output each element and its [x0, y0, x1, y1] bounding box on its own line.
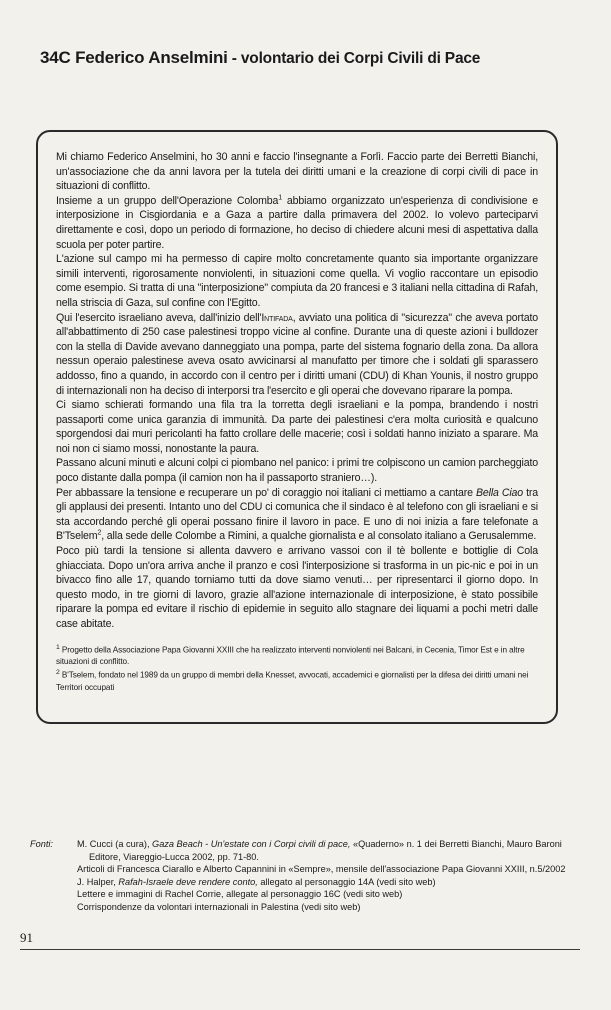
footnote-ref-1: 1: [278, 194, 282, 202]
source-1-details: Editore, Viareggio-Lucca 2002, pp. 71-80.: [89, 851, 259, 862]
source-item: Lettere e immagini di Rachel Corrie, allegate al personaggio 16C (vedi sito web): [77, 889, 403, 900]
bottom-rule: [20, 949, 580, 950]
source-1-title: Gaza Beach - Un'estate con i Corpi civili di pace,: [152, 839, 351, 849]
source-3-details: allegato al personaggio 14A (vedi sito web): [257, 876, 436, 887]
footnotes: [56, 642, 538, 693]
source-item: Articoli di Francesca Ciarallo e Alberto Capannini in «Sempre», mensile dell'associazione Papa Giovanni XXIII, n.5/2002: [77, 864, 566, 875]
paragraph-5: Ci siamo schierati formando una fila tra la torretta degli israeliani e la pompa, brandendo i nostri passaporti come unica garanzia di immunità. Da parte dei palestinesi c'era molta curiosità e qualcuno sporgendosi dai muri pericolanti ha fatto crollare delle macerie; così i soldati hanno iniziato a sparare. Ma noi non ci siamo mossi, nonostante la paura.: [56, 399, 538, 455]
testimony-box: [36, 130, 558, 724]
paragraph-8: Poco più tardi la tensione si allenta davvero e arrivano vassoi con il tè bollente e bottiglie di Cola ghiacciata. Dopo un'ora arriva anche il pranzo e così l'interposizione si trasforma in un pic-nic e poi in un bivacco fino alle 17, quando torniamo tutti da dove siamo venuti… per ripresentarci il giorno dopo. In questo modo, in tre giorni di lavoro, grazie all'azione internazionale di interposizione, è stato possibile riparare la pompa ed evitare il rischio di epidemie in seguito allo stagnare dei liquami a pochi metri dalle case abitate.: [56, 545, 538, 630]
paragraph-7-text-a: Per abbassare la tensione e recuperare un po' di coraggio noi italiani ci mettiamo a cantare: [56, 486, 476, 499]
intifada-term: Intifada: [261, 311, 293, 324]
source-item: [77, 838, 592, 863]
sources-label: Fonti:: [30, 839, 53, 849]
page-number: 91: [20, 930, 33, 945]
paragraph-4: [56, 311, 538, 399]
source-1-publisher: «Quaderno» n. 1 dei Berretti Bianchi, Mauro Baroni: [350, 839, 562, 849]
source-item: [77, 876, 592, 889]
paragraph-2-text-a: Insieme a un gruppo dell'Operazione Colomba: [56, 194, 279, 207]
paragraph-3: L'azione sul campo mi ha permesso di capire molto concretamente quanto sia importante organizzare simili interventi, rigorosamente nonviolenti, in situazioni come quella. Vi voglio raccontare un episodio come esempio. Si tratta di una "interposizione" compiuta da 20 francesi e 3 italiani nella cittadina di Rafah, nella striscia di Gaza, sul confine con l'Egitto.: [56, 253, 538, 309]
footnote-1: [56, 642, 538, 668]
sources-list: [77, 838, 592, 914]
footnote-2-number: 2: [56, 669, 60, 677]
paragraph-2-text-b: abbiamo organizzato un'esperienza di condivisione e interposizione in Cisgiordania e a Gaza a partire dalla primavera del 2002. Io volevo parteciparvi direttamente e così, dopo un periodo di formazione, ho deciso di chiedere alcuni mesi di aspettativa dalla scuola per poter partire.: [56, 194, 538, 251]
footnote-ref-2: 2: [97, 529, 102, 537]
paragraph-1: Mi chiamo Federico Anselmini, ho 30 anni e faccio l'insegnante a Forlì. Faccio parte dei Berretti Bianchi, un'associazione che da anni lavora per la tutela dei diritti umani e la creazione di corpi civili di pace in situazioni di conflitto.: [56, 151, 538, 193]
source-3-author: J. Halper,: [77, 876, 119, 887]
paragraph-7-text-c: , alla sede delle Colombe a Rimini, a qualche giornalista e al consolato italiano a Gerusalemme.: [101, 530, 537, 543]
paragraph-4-text-a: Qui l'esercito israeliano aveva, dall'inizio dell': [56, 311, 262, 324]
paragraph-7: [56, 486, 538, 544]
footnote-1-number: 1: [56, 643, 60, 651]
song-title: Bella Ciao: [475, 486, 524, 499]
page-title-main: 34C Federico Anselmini: [40, 48, 228, 67]
paragraph-4-text-b: , avviato una politica di "sicurezza" che aveva portato all'abbattimento di 250 case palestinesi troppo vicine al confine. Durante una di queste azioni i bulldozer con la stella di Davide avevano danneggiato una pompa, parte del sistema fognario della zona. Da allora nessun operaio palestinese aveva osato avvicinarsi al manufatto per timore che i soldati gli sparassero addosso, fino a quando, in accordo con il centro per i diritti umani (CDU) di Khan Younis, il nostro gruppo di internazionali non ha deciso di interporsi tra l'esercito e gli operai che dovevano riparare la pompa.: [56, 311, 538, 397]
footnote-1-text: Progetto della Associazione Papa Giovanni XXIII che ha realizzato interventi nonviolenti nei Balcani, in Cecenia, Timor Est e in altre situazioni di conflitto.: [56, 645, 525, 666]
paragraph-7-text-b: tra gli applausi dei presenti. Intanto uno del CDU ci comunica che il sindaco è al telefono con gli israeliani e si sta accordando perché gli operai possano finire il lavoro in pace. E uno di noi inizia a fare telefonate a B'Tselem: [56, 486, 538, 543]
footnote-2-text: B'Tselem, fondato nel 1989 da un gruppo di membri della Knesset, avvocati, accademici e giornalisti per la difesa dei diritti umani nei Territori occupati: [56, 671, 529, 692]
source-item: Corrispondenze da volontari internazionali in Palestina (vedi sito web): [77, 901, 361, 912]
footnote-2: [56, 667, 538, 693]
paragraph-2: [56, 194, 538, 252]
page-title: [40, 48, 600, 68]
source-1-author: M. Cucci (a cura),: [77, 839, 153, 849]
paragraph-6: Passano alcuni minuti e alcuni colpi ci piombano nel panico: i primi tre colpiscono un camion parcheggiato poco distante dalla pompa (il camion non ha il passaporto straniero…).: [56, 457, 538, 485]
source-3-title: Rafah-Israele deve rendere conto,: [118, 876, 258, 887]
page-subtitle: - volontario dei Corpi Civili di Pace: [227, 50, 481, 67]
